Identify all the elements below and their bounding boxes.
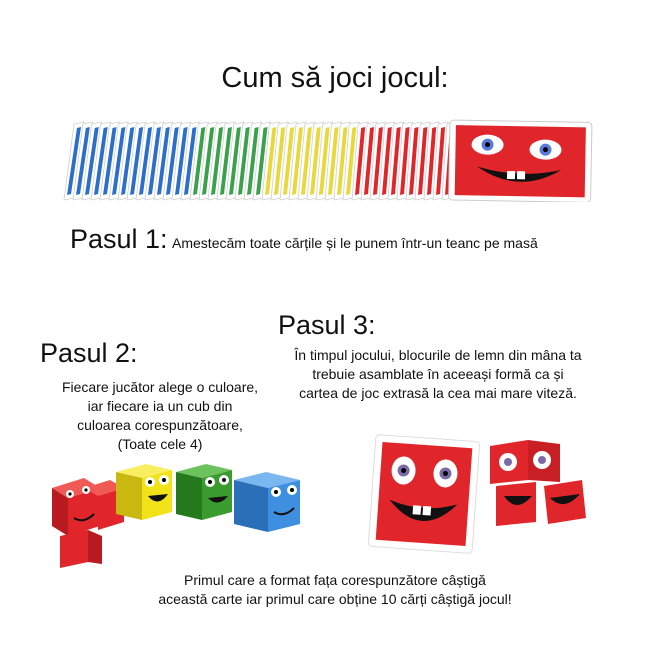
footer-line: această carte iar primul care obține 10 cărți câștigă jocul!: [158, 591, 512, 607]
step-3-heading: Pasul 3:: [278, 310, 376, 340]
green-cube: [176, 464, 232, 520]
assembled-red-cubes-illustration: [486, 438, 594, 538]
step-3-line: În timpul jocului, blocurile de lemn din mâna ta: [294, 347, 582, 363]
yellow-cube: [116, 464, 172, 520]
step-2-line: iar fiecare ia un cub din: [87, 398, 233, 414]
step-2-line: (Toate cele 4): [117, 436, 203, 452]
colored-cubes-illustration: [44, 458, 310, 570]
page-title: Cum să joci jocul:: [221, 62, 449, 94]
footer-text: [0, 571, 670, 609]
step-2-text: [20, 378, 300, 454]
step-3-line: cartea de joc extrasă la cea mai mare viteză.: [299, 385, 577, 401]
blue-cube: [234, 472, 300, 532]
example-card-illustration: [366, 432, 482, 556]
top-card: [449, 120, 592, 202]
step-1: [70, 224, 538, 255]
step-3-text: [258, 346, 618, 403]
step-2-line: Fiecare jucător alege o culoare,: [61, 379, 259, 395]
red-cube-group: [52, 478, 124, 568]
step-3-line: trebuie asamblate în aceeași formă ca și: [312, 366, 564, 382]
step-1-heading: Pasul 1:: [70, 224, 168, 254]
step-2-heading: Pasul 2:: [40, 338, 138, 368]
card-deck-illustration: [58, 118, 598, 202]
footer-line: Primul care a format fața corespunzătore câștigă: [184, 572, 486, 588]
step-2-line: culoarea corespunzătoare,: [77, 417, 243, 433]
step-1-text: Amestecăm toate cărțile și le punem într-un teanc pe masă: [172, 235, 538, 251]
